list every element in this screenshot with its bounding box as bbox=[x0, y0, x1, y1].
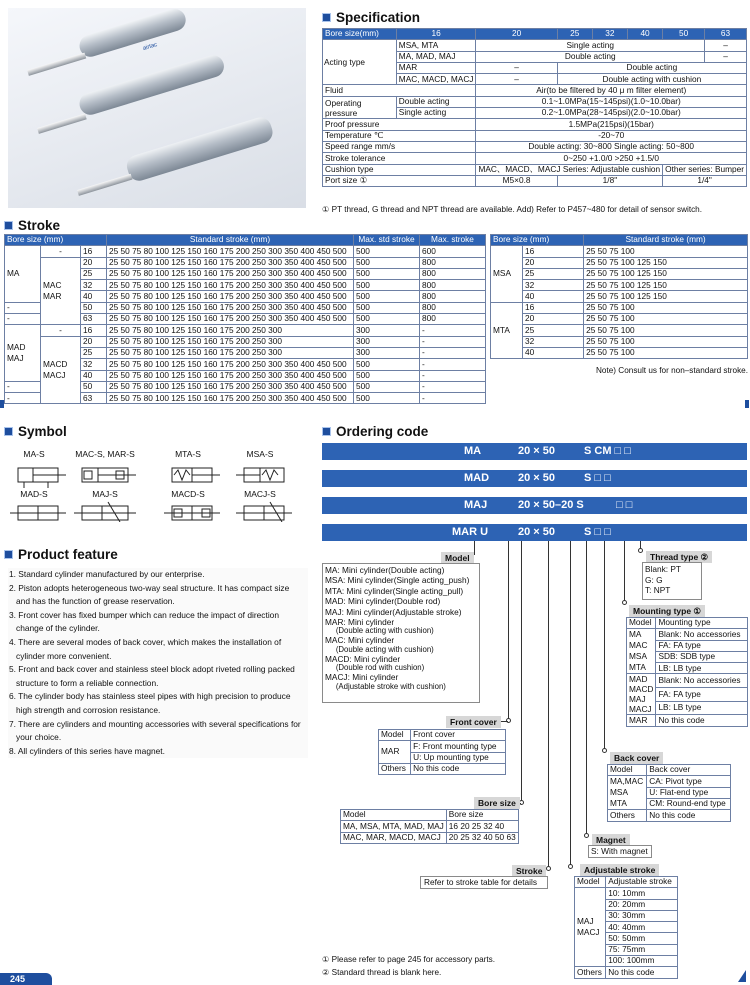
symbol-label: MTA-S bbox=[175, 449, 201, 459]
front-cover-table: Model Front cover MAR F: Front mounting type U: Up mounting type Others No this code bbox=[378, 729, 506, 775]
bullet-square-icon bbox=[4, 427, 13, 436]
list-item: 3. Front cover has fixed bumper which can reduce the impact of direction bbox=[9, 609, 279, 620]
connector-line bbox=[521, 541, 522, 803]
list-item: cylinder more convenient. bbox=[16, 650, 112, 661]
rod-3 bbox=[77, 174, 132, 196]
table-row: 25 25 50 75 100 bbox=[491, 325, 748, 336]
connector-line bbox=[624, 541, 625, 603]
list-item: (Double rod with cushion) bbox=[325, 663, 425, 673]
footnote-1: ① Please refer to page 245 for accessory parts. bbox=[322, 955, 495, 964]
list-item: T: NPT bbox=[645, 585, 671, 596]
stroke-ref: Refer to stroke table for details bbox=[420, 876, 548, 889]
mounting-type-table: Model Mounting type MA MAC MSA MTA Blank: No accessories FA: FA type SDB: SDB type LB: LB type MAD MACD MAJ MACJ Blank: No accessories FA: FA type LB: LB type MAR No this code bbox=[626, 617, 748, 727]
feature-heading: Product feature bbox=[4, 547, 118, 563]
ordering-heading: Ordering code bbox=[322, 424, 428, 440]
table-row: 40 25 50 75 100 125 150 bbox=[491, 291, 748, 302]
thread-type-label: Thread type ② bbox=[646, 551, 712, 563]
list-item: 5. Front and back cover and stainless steel block adopt riveted rolling packed bbox=[9, 664, 295, 675]
table-row: 20 25 50 75 100 125 150 bbox=[491, 257, 748, 268]
list-item: change of the cylinder. bbox=[16, 623, 100, 634]
bullet-square-icon bbox=[322, 427, 331, 436]
list-item: (Double acting with cushion) bbox=[325, 626, 434, 636]
spec-heading: Specification bbox=[322, 10, 420, 26]
list-item: 8. All cylinders of this series have magnet. bbox=[9, 745, 165, 756]
connector-line bbox=[570, 541, 571, 867]
table-row: MSA 16 25 50 75 100 bbox=[491, 246, 748, 257]
table-row: - 63 25 50 75 80 100 125 150 160 175 200 250 300 350 400 450 500 500 - bbox=[5, 393, 486, 404]
list-item: 6. The cylinder body has stainless steel pipes with high precision to produce bbox=[9, 691, 291, 702]
table-row: 25 25 50 75 80 100 125 150 160 175 200 250 300 350 400 450 500 500 800 bbox=[5, 268, 486, 279]
symbol-label: MAD-S bbox=[20, 489, 48, 499]
model-list bbox=[322, 563, 480, 703]
cylinder-2 bbox=[77, 53, 227, 118]
table-row: 40 25 50 75 100 bbox=[491, 347, 748, 358]
spec-table: Bore size(mm) 16 20 25 32 40 50 63 Acting type MSA, MTA Single acting – MA, MAD, MAJ Double acting – MAR – Double acting MAC, MACD, MACJ – Double acting with cushion Fluid Air(to be filtered by 40 μ m filter element) Operating pressure Double acting 0.1~1.0MPa(15~145psi)(1.0~10.0bar) Single acting 0.2~1.0MPa(28~145psi)(2.0~10.0bar) Proof pressure 1.5MPa(215psi)(15bar) Temperature ℃ -20~70 Speed range mm/s Double acting: 30~800 Single acting: 50~800 Stroke tolerance 0~250 +1.0/0 >250 +1.5/0 Cushion type MAC、MACD、MACJ Series: Adjustable cushion Other series: Bumper Port size ① M5×0.8 1/8" 1/4" bbox=[322, 28, 747, 187]
order-bar-maj: MAJ 20 × 50–20 S □ □ bbox=[322, 497, 747, 514]
connector-line bbox=[604, 541, 605, 751]
symbol-label: MACD-S bbox=[171, 489, 205, 499]
list-item: G: G bbox=[645, 574, 663, 585]
bore-size-label: Bore size bbox=[474, 797, 520, 809]
table-row: 40 25 50 75 80 100 125 150 160 175 200 250 300 350 400 450 500 500 800 bbox=[5, 291, 486, 302]
list-item: 7. There are cylinders and mounting accessories with several specifications for bbox=[9, 718, 301, 729]
rod-1 bbox=[27, 53, 86, 76]
corner-mark bbox=[738, 970, 746, 982]
table-row: 25 25 50 75 80 100 125 150 160 175 200 250 300 300 - bbox=[5, 347, 486, 358]
table-row: MAC MAR 20 25 50 75 80 100 125 150 160 175 200 250 300 350 400 450 500 500 800 bbox=[5, 257, 486, 268]
list-item: MA: Mini cylinder(Double acting) bbox=[325, 565, 445, 575]
brand-label: airtac bbox=[142, 42, 159, 53]
front-cover-label: Front cover bbox=[446, 716, 501, 728]
bullet-square-icon bbox=[322, 13, 331, 22]
bore-size-table: Model Bore size MA, MSA, MTA, MAD, MAJ 16 20 25 32 40 MAC, MAR, MACD, MACJ 20 25 32 40 50 63 bbox=[340, 809, 519, 844]
stroke-table-left: Bore size (mm) Standard stroke (mm) Max. std stroke Max. stroke MA - 16 25 50 75 80 100 125 150 160 175 200 250 300 350 400 450 500 500 600 MAC MAR 20 25 50 75 80 100 125 150 160 175 200 250 300 350 400 450 500 500 800 25 25 50 75 80 100 125 150 160 175 200 250 300 350 400 450 500 500 800 32 25 50 75 80 100 125 150 160 175 200 250 300 350 400 450 500 500 800 40 25 50 75 80 100 125 150 160 175 200 250 300 350 400 450 500 500 800 - 50 25 50 75 80 100 125 150 160 175 200 250 300 350 400 450 500 500 800 - 63 25 50 75 80 100 125 150 160 175 200 250 300 350 400 450 500 500 800 MAD MAJ - 16 25 50 75 80 100 125 150 160 175 200 250 300 300 - MACD MACJ 20 25 50 75 80 100 125 150 160 175 200 250 300 300 - 25 25 50 75 80 100 125 150 160 175 200 250 300 300 - 32 25 50 75 80 100 125 150 160 175 200 250 300 350 400 450 500 500 - 40 25 50 75 80 100 125 150 160 175 200 250 300 350 400 450 500 500 - - 50 25 50 75 80 100 125 150 160 175 200 250 300 350 400 450 500 500 - - 63 25 50 75 80 100 125 150 160 175 200 250 300 350 400 450 500 500 - bbox=[4, 234, 486, 404]
order-bar-ma: MA 20 × 50 S CM □ □ bbox=[322, 443, 747, 460]
connector-line bbox=[586, 541, 587, 836]
connector-dot bbox=[622, 600, 627, 605]
symbol-label: MACJ-S bbox=[244, 489, 276, 499]
list-item: (Adjustable stroke with cushion) bbox=[325, 681, 446, 691]
magnet-value: S: With magnet bbox=[588, 845, 652, 858]
list-item: MAJ: Mini cylinder(Adjustable stroke) bbox=[325, 606, 462, 617]
symbol-label: MA-S bbox=[23, 449, 45, 459]
connector-line bbox=[548, 541, 549, 869]
connector-dot bbox=[568, 864, 573, 869]
connector-line bbox=[508, 541, 509, 721]
list-item: MTA: Mini cylinder(Single acting_pull) bbox=[325, 585, 464, 596]
table-row: MTA 16 25 50 75 100 bbox=[491, 302, 748, 313]
cylinder-1 bbox=[77, 6, 189, 59]
list-item: MAD: Mini cylinder(Double rod) bbox=[325, 596, 441, 607]
list-item: your choice. bbox=[16, 732, 62, 743]
list-item: MACJ: Mini cylinder bbox=[325, 672, 399, 683]
table-row: - 63 25 50 75 80 100 125 150 160 175 200 250 300 350 400 450 500 500 800 bbox=[5, 314, 486, 325]
bullet-square-icon bbox=[4, 550, 13, 559]
table-row: 20 25 50 75 100 bbox=[491, 314, 748, 325]
table-row: - 50 25 50 75 80 100 125 150 160 175 200 250 300 350 400 450 500 500 800 bbox=[5, 302, 486, 313]
edge-mark bbox=[745, 400, 749, 408]
list-item: 1. Standard cylinder manufactured by our enterprise. bbox=[9, 569, 205, 579]
back-cover-table: Model Back cover MA,MAC MSA MTA CA: Pivot type U: Flat-end type CM: Round-end type Others No this code bbox=[607, 764, 731, 822]
spec-note: ① PT thread, G thread and NPT thread are available. Add) Refer to P457~480 for detail of sensor switch. bbox=[322, 205, 703, 214]
table-row: 32 25 50 75 100 bbox=[491, 336, 748, 347]
adjustable-stroke-table: Model Adjustable stroke MAJ MACJ 10: 10mm 20: 20mm 30: 30mm 40: 40mm 50: 50mm 75: 75mm 100: 100mm Others No this code bbox=[574, 876, 678, 979]
stroke-label: Stroke bbox=[512, 865, 546, 877]
list-item: MSA: Mini cylinder(Single acting_push) bbox=[325, 575, 470, 586]
product-photo bbox=[8, 8, 306, 208]
cylinder-symbols-icon bbox=[8, 462, 308, 522]
list-item: structure to form a reliable connection. bbox=[16, 677, 159, 688]
spec-header-row: Bore size(mm) 16 20 25 32 40 50 63 bbox=[323, 29, 747, 40]
magnet-label: Magnet bbox=[592, 834, 630, 846]
connector-line bbox=[474, 541, 475, 555]
list-item: Blank: PT bbox=[645, 564, 681, 574]
connector-dot bbox=[584, 833, 589, 838]
table-row: MACD MACJ 20 25 50 75 80 100 125 150 160 175 200 250 300 300 - bbox=[5, 336, 486, 347]
footnote-2: ② Standard thread is blank here. bbox=[322, 968, 442, 977]
connector-dot bbox=[638, 548, 643, 553]
table-row: MAD MAJ - 16 25 50 75 80 100 125 150 160 175 200 250 300 300 - bbox=[5, 325, 486, 336]
model-label: Model bbox=[441, 552, 474, 564]
table-row: 32 25 50 75 100 125 150 bbox=[491, 280, 748, 291]
list-item: MACD: Mini cylinder bbox=[325, 653, 401, 664]
table-row: 25 25 50 75 100 125 150 bbox=[491, 268, 748, 279]
list-item: MAC: Mini cylinder bbox=[325, 635, 395, 646]
order-bar-mar: MAR U 20 × 50 S □ □ bbox=[322, 524, 747, 541]
cylinder-3 bbox=[124, 115, 275, 184]
order-bar-mad: MAD 20 × 50 S □ □ bbox=[322, 470, 747, 487]
table-row: 40 25 50 75 80 100 125 150 160 175 200 250 300 350 400 450 500 500 - bbox=[5, 370, 486, 381]
adjustable-stroke-label: Adjustable stroke bbox=[580, 864, 659, 876]
list-item: 2. Piston adopts heterogeneous two-way seal structure. It has compact size bbox=[9, 582, 290, 593]
connector-dot bbox=[602, 748, 607, 753]
list-item: (Double acting with cushion) bbox=[325, 644, 434, 654]
list-item: high strength and corrosion resistance. bbox=[16, 704, 161, 715]
page-number-tab: 245 bbox=[0, 973, 52, 985]
table-row: MA - 16 25 50 75 80 100 125 150 160 175 200 250 300 350 400 450 500 500 600 bbox=[5, 246, 486, 257]
stroke-note: Note) Consult us for non–standard stroke. bbox=[596, 366, 749, 375]
symbol-label: MAJ-S bbox=[92, 489, 118, 499]
edge-mark bbox=[0, 400, 4, 408]
symbol-label: MAC-S, MAR-S bbox=[75, 449, 135, 459]
stroke-heading: Stroke bbox=[4, 218, 60, 234]
rod-2 bbox=[37, 114, 87, 134]
list-item: 4. There are several modes of back cover, which makes the installation of bbox=[9, 636, 282, 647]
symbol-label: MSA-S bbox=[246, 449, 274, 459]
feature-list bbox=[8, 568, 308, 758]
list-item: and has the function of grease reservation. bbox=[16, 596, 175, 607]
symbol-heading: Symbol bbox=[4, 424, 67, 440]
list-item: MAR: Mini cylinder bbox=[325, 617, 395, 628]
bullet-square-icon bbox=[4, 221, 13, 230]
thread-type-list bbox=[642, 562, 702, 600]
stroke-table-right: Bore size (mm) Standard stroke (mm) MSA 16 25 50 75 100 20 25 50 75 100 125 150 25 25 50 75 100 125 150 32 25 50 75 100 125 150 40 25 50 75 100 125 150 MTA 16 25 50 75 100 20 25 50 75 100 25 25 50 75 100 32 25 50 75 100 40 25 50 75 100 bbox=[490, 234, 748, 359]
connector-dot bbox=[546, 866, 551, 871]
table-row: 32 25 50 75 80 100 125 150 160 175 200 250 300 350 400 450 500 500 800 bbox=[5, 280, 486, 291]
table-row: - 50 25 50 75 80 100 125 150 160 175 200 250 300 350 400 450 500 500 - bbox=[5, 381, 486, 392]
back-cover-label: Back cover bbox=[610, 752, 663, 764]
table-row: 32 25 50 75 80 100 125 150 160 175 200 250 300 350 400 450 500 500 - bbox=[5, 359, 486, 370]
mounting-type-label: Mounting type ① bbox=[629, 605, 705, 617]
acting-type-label: Acting type bbox=[323, 40, 397, 85]
